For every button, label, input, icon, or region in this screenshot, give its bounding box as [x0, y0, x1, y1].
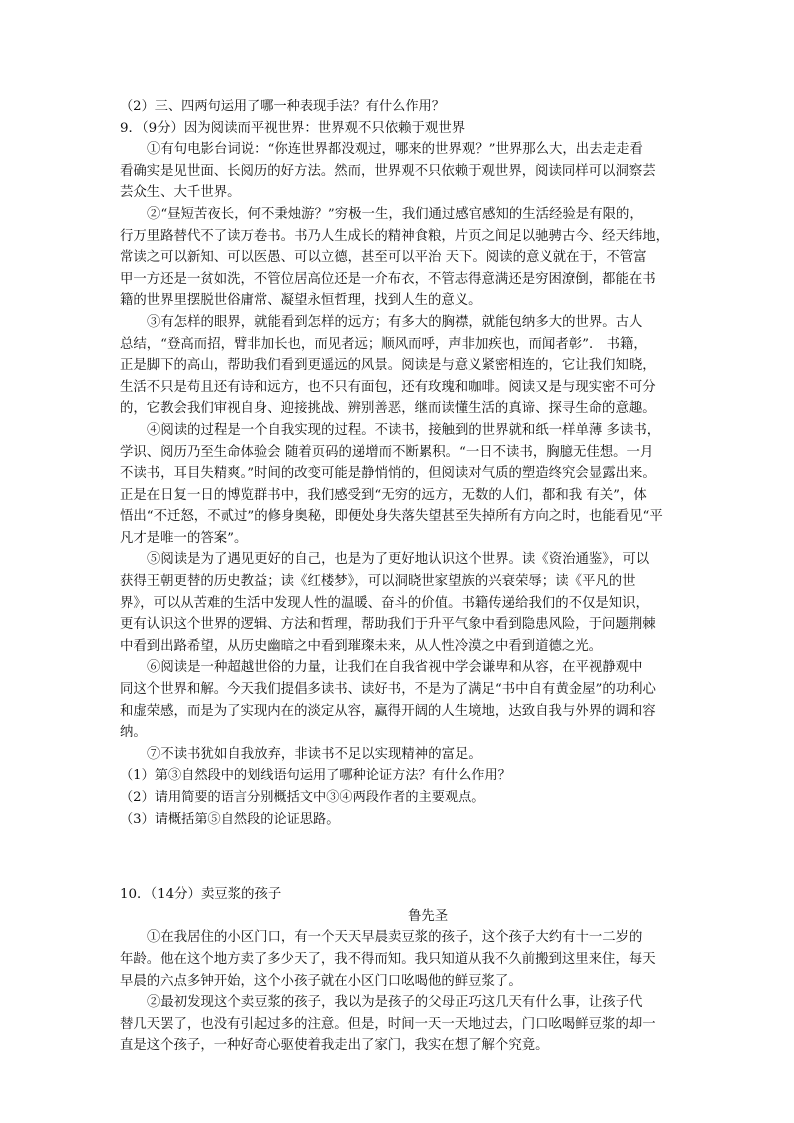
question-9-header: 9．（9分）因为阅读而平视世界：世界观不只依赖于观世界	[120, 120, 466, 136]
article-author: 鲁先圣	[408, 908, 449, 924]
q9-p4-line: 学识、阅历乃至生命体验会 随着页码的递增而不断累积。“一日不读书，胸臆无佳想。一月	[120, 444, 654, 460]
q9-p3-line: 生活不只是苟且还有诗和远方，也不只有面包，还有玫瑰和咖啡。阅读又是与现实密不可分	[120, 379, 656, 395]
q9-p2-line: ②“昼短苦夜长，何不秉烛游？”穷极一生，我们通过感官感知的生活经验是有限的，	[147, 206, 643, 222]
q9-p4-line: ④阅读的过程是一个自我实现的过程。不读书，接触到的世界就和纸一样单薄 多读书，	[147, 422, 661, 438]
q9-p6-line: 和虚荣感，而是为了实现内在的淡定从容，赢得开阔的人生境地，达致自我与外界的调和容	[120, 703, 656, 719]
q9-p2-line: 甲一方还是一贫如洗，不管位居高位还是一介布衣，不管志得意满还是穷困潦倒，都能在书	[120, 271, 656, 287]
q10-paragraph-1	[120, 927, 676, 992]
q9-p2-line: 籍的世界里摆脱世俗庸常、凝望永恒哲理，找到人生的意义。	[120, 293, 482, 309]
q10-p1-line: 早晨的六点多钟开始，这个小孩子就在小区门口吆喝他的鲜豆浆了。	[120, 973, 522, 989]
q9-p5-line: 更有认识这个世界的逻辑、方法和哲理，帮助我们于升平气象中看到隐患风险，于问题荆棘	[120, 617, 656, 633]
q9-p6-line: 同这个世界和解。今天我们提倡多读书、读好书，不是为了满足“书中自有黄金屋”的功利心	[120, 682, 656, 698]
q9-p4-line: 凡才是唯一的答案”。	[120, 530, 248, 546]
q9-paragraph-1	[120, 139, 676, 204]
q9-p1-line: 看确实是见世面、长阅历的好方法。然而，世界观不只依赖于观世界，阅读同样可以洞察芸	[120, 163, 656, 179]
q10-p2-line: 直是这个孩子，一种好奇心驱使着我走出了家门，我实在想了解个究竟。	[120, 1038, 549, 1054]
q9-p5-line: ⑤阅读是为了遇见更好的自己，也是为了更好地认识这个世界。读《资治通鉴》，可以	[147, 552, 650, 568]
q9-p1-line: 芸众生、大千世界。	[120, 185, 241, 201]
q9-paragraph-3	[120, 312, 676, 420]
q9-paragraph-4	[120, 420, 676, 550]
q9-p6-line: ⑥阅读是一种超越世俗的力量，让我们在自我省视中学会谦卑和从容，在平视静观中	[147, 660, 643, 676]
question-2-of-prior-poem: （2）三、四两句运用了哪一种表现手法？有什么作用？	[120, 99, 445, 114]
question-9-section	[120, 118, 676, 831]
q10-paragraph-2	[120, 992, 676, 1057]
q9-p3-line: 的，它教会我们审视自身、迎接挑战、辨别善恶，继而读懂生活的真谛、探寻生命的意趣。	[120, 401, 656, 417]
q9-paragraph-2	[120, 204, 676, 312]
q9-sub-question-3: （3）请概括第⑤自然段的论证思路。	[120, 811, 340, 827]
q9-p4-line: 不读书，耳目失精爽。”时间的改变可能是静悄悄的，但阅读对气质的塑造终究会显露出来。	[120, 466, 656, 482]
q9-p3-line: ③有怎样的眼界，就能看到怎样的远方；有多大的胸襟，就能包纳多大的世界。古人	[147, 314, 643, 330]
question-10-header: 10．（14分）卖豆浆的孩子	[120, 887, 282, 903]
q9-p4-line: 正是在日复一日的博览群书中，我们感受到“无穷的远方，无数的人们，都和我 有关”，体	[120, 487, 647, 503]
question-10-section	[120, 884, 676, 1057]
q9-paragraph-7: ⑦不读书犹如自我放弃，非读书不足以实现精神的富足。	[147, 746, 482, 762]
q9-sub-questions	[120, 765, 676, 830]
q9-p1-line: ①有句电影台词说：“你连世界都没观过，哪来的世界观？”世界那么大，出去走走看	[147, 142, 643, 158]
document-page	[120, 96, 676, 1057]
q9-p3-line: 正是脚下的高山，帮助我们看到更遥远的风景。阅读是与意义紧密相连的，它让我们知晓，	[120, 358, 656, 374]
q9-p4-line: 悟出“不迁怒，不贰过”的修身奥秘，即便处身失落失望甚至失掉所有方向之时，也能看见“平	[120, 509, 663, 525]
q9-p5-line: 中看到出路希望，从历史幽暗之中看到璀璨未来，从人性冷漠之中看到道德之光。	[120, 638, 603, 654]
q10-p2-line: ②最初发现这个卖豆浆的孩子，我以为是孩子的父母正巧这几天有什么事，让孩子代	[147, 995, 643, 1011]
section-gap	[120, 830, 676, 884]
q9-sub-question-2: （2）请用简要的语言分别概括文中③④两段作者的主要观点。	[120, 790, 485, 805]
q9-p6-line: 纳。	[120, 725, 147, 741]
q9-p5-line: 界》，可以从苦难的生活中发现人性的温暖、奋斗的价值。书籍传递给我们的不仅是知识，	[120, 595, 649, 611]
q9-p5-line: 获得王朝更替的历史教益；读《红楼梦》，可以洞晓世家望族的兴衰荣辱；读《平凡的世	[120, 574, 636, 590]
q9-p3-line: 总结，“登高而招，臂非加长也，而见者远；顺风而呼，声非加疾也，而闻者彰”． 书籍，	[120, 336, 647, 352]
q9-paragraph-5	[120, 549, 676, 657]
q9-p2-line: 行万里路替代不了读万卷书。书乃人生成长的精神食粮，片页之间足以驰骋古今、经天纬地，	[120, 228, 670, 244]
q9-p2-line: 常读之可以新知、可以医愚、可以立德，甚至可以平治 天下。阅读的意义就在于，不管富	[120, 250, 647, 266]
q10-p2-line: 替几天罢了，也没有引起过多的注意。但是，时间一天一天地过去，门口吆喝鲜豆浆的却一	[120, 1016, 656, 1032]
q9-paragraph-6	[120, 657, 676, 743]
q9-sub-question-1: （1）第③自然段中的划线语句运用了哪种论证方法？有什么作用？	[120, 768, 511, 784]
q10-p1-line: ①在我居住的小区门口，有一个天天早晨卖豆浆的孩子，这个孩子大约有十一二岁的	[147, 930, 643, 946]
q10-p1-line: 年龄。他在这个地方卖了多少天了，我不得而知。我只知道从我不久前搬到这里来住，每天	[120, 951, 656, 967]
